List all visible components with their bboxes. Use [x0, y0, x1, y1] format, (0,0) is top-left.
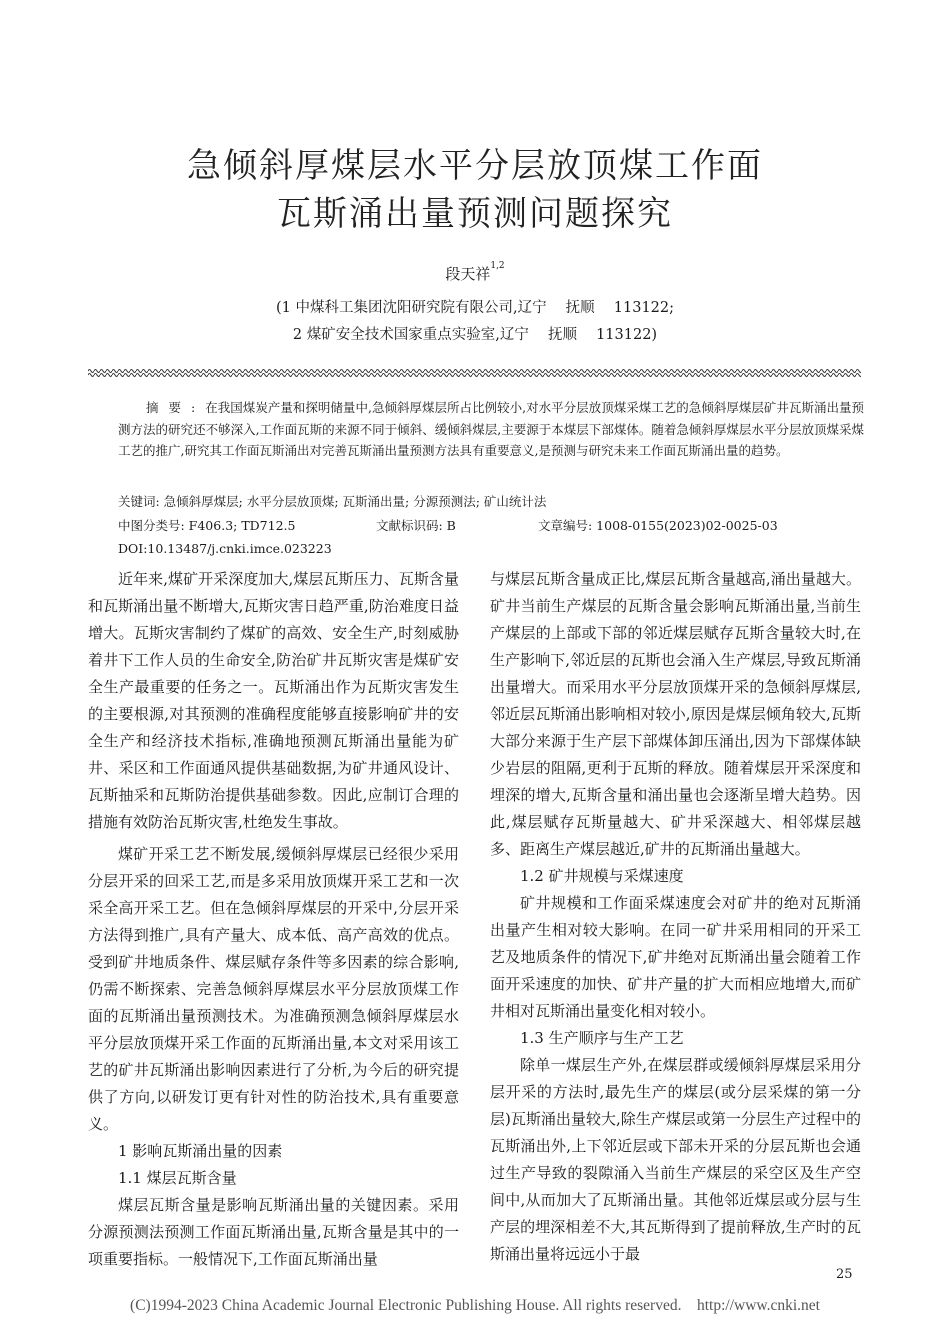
wavy-divider [88, 368, 861, 378]
page-number: 25 [836, 1267, 853, 1282]
subsection-heading-1-3: 1.3 生产顺序与生产工艺 [520, 1029, 684, 1047]
author [0, 263, 950, 284]
section-1-1-continued: 与煤层瓦斯含量成正比,煤层瓦斯含量越高,涌出量越大。矿井当前生产煤层的瓦斯含量会影响瓦斯涌出量,当前生产煤层的上部或下部的邻近煤层赋存瓦斯含量较大时,在生产影响下,邻近层的瓦斯也会涌入生产煤层,导致瓦斯涌出量增大。而采用水平分层放顶煤开采的急倾斜厚煤层,邻近层瓦斯涌出影响相对较小,原因是煤层倾角较大,瓦斯大部分来源于生产层下部煤体卸压涌出,因为下部煤体缺少岩层的阻隔,更利于瓦斯的释放。随着煤层开采深度和埋深的增大,瓦斯含量和涌出量也会逐渐呈增大趋势。因此,煤层赋存瓦斯量越大、矿井采深越大、相邻煤层越多、距离生产煤层越近,矿井的瓦斯涌出量越大。 [490, 570, 861, 858]
author-affiliation-sup: 1,2 [490, 261, 505, 271]
subsection-heading-1-2: 1.2 矿井规模与采煤速度 [520, 867, 684, 885]
subsection-heading-1-1: 1.1 煤层瓦斯含量 [118, 1169, 237, 1187]
intro-paragraph-1: 近年来,煤矿开采深度加大,煤层瓦斯压力、瓦斯含量和瓦斯涌出量不断增大,瓦斯灾害日趋严重,防治难度日益增大。瓦斯灾害制约了煤矿的高效、安全生产,时刻威胁着井下工作人员的生命安全,防治矿井瓦斯灾害是煤矿安全生产最重要的任务之一。瓦斯涌出作为瓦斯灾害发生的主要根源,对其预测的准确程度能够直接影响矿井的安全生产和经济技术指标,准确地预测瓦斯涌出量能为矿井、采区和工作面通风提供基础数据,为矿井通风设计、瓦斯抽采和瓦斯防治提供基础参数。因此,应制订合理的措施有效防治瓦斯灾害,杜绝发生事故。 [88, 570, 459, 831]
abstract-label: 摘要: [146, 400, 206, 415]
affiliation-line-2: 2 煤矿安全技术国家重点实验室,辽宁 抚顺 113122) [292, 327, 658, 343]
abstract [118, 397, 864, 462]
section-1-2-paragraph: 矿井规模和工作面采煤速度会对矿井的绝对瓦斯涌出量产生相对较大影响。在同一矿井采用相同的开采工艺及地质条件的情况下,矿井绝对瓦斯涌出量会随着工作面开采速度的加快、矿井产量的扩大而相应地增大,而矿井相对瓦斯涌出量变化相对较小。 [490, 894, 861, 1020]
section-1-1-paragraph: 煤层瓦斯含量是影响瓦斯涌出量的关键因素。采用分源预测法预测工作面瓦斯涌出量,瓦斯含量是其中的一项重要指标。一般情况下,工作面瓦斯涌出量 [88, 1196, 459, 1268]
affiliation-line-1: (1 中煤科工集团沈阳研究院有限公司,辽宁 抚顺 113122; [275, 300, 675, 316]
title-line-2: 瓦斯涌出量预测问题探究 [277, 194, 673, 234]
left-column [88, 566, 459, 1273]
document-code: 文献标识码: B [376, 518, 456, 533]
section-1-3-paragraph: 除单一煤层生产外,在煤层群或缓倾斜厚煤层采用分层开采的方法时,最先生产的煤层(或分层采煤的第一分层)瓦斯涌出量较大,除生产煤层或第一分层生产过程中的瓦斯涌出外,上下邻近层或下部未开采的分层瓦斯也会通过生产导致的裂隙涌入当前生产煤层的采空区及生产空间中,从而加大了瓦斯涌出量。其他邻近煤层或分层与生产层的埋深相差不大,其瓦斯得到了提前释放,生产时的瓦斯涌出量将远远小于最 [490, 1056, 861, 1263]
doi: DOI:10.13487/j.cnki.imce.023223 [118, 541, 332, 556]
keywords: 关键词: 急倾斜厚煤层; 水平分层放顶煤; 瓦斯涌出量; 分源预测法; 矿山统计法 [118, 494, 547, 509]
title-line-1: 急倾斜厚煤层水平分层放顶煤工作面 [187, 146, 763, 186]
clc-number: 中图分类号: F406.3; TD712.5 [118, 518, 296, 533]
intro-paragraph-2: 煤矿开采工艺不断发展,缓倾斜厚煤层已经很少采用分层开采的回采工艺,而是多采用放顶煤开采工艺和一次采全高开采工艺。但在急倾斜厚煤层的开采中,分层开采方法得到推广,具有产量大、成本低、高产高效的优点。受到矿井地质条件、煤层赋存条件等多因素的综合影响,仍需不断探索、完善急倾斜厚煤层水平分层放顶煤工作面的瓦斯涌出量预测技术。为准确预测急倾斜厚煤层水平分层放顶煤开采工作面的瓦斯涌出量,本文对采用该工艺的矿井瓦斯涌出影响因素进行了分析,为今后的研究提供了方向,以研发订更有针对性的防治技术,具有重要意义。 [88, 845, 459, 1133]
section-heading-1: 1 影响瓦斯涌出量的因素 [118, 1142, 283, 1160]
right-column [490, 566, 861, 1268]
article-number: 文章编号: 1008-0155(2023)02-0025-03 [538, 518, 778, 533]
author-name: 段天祥 [445, 265, 491, 283]
abstract-text: 在我国煤炭产量和探明储量中,急倾斜厚煤层所占比例较小,对水平分层放顶煤采煤工艺的急倾斜厚煤层矿井瓦斯涌出量预测方法的研究还不够深入,工作面瓦斯的来源不同于倾斜、缓倾斜煤层,主要源于本煤层下部煤体。随着急倾斜厚煤层水平分层放顶煤采煤工艺的推广,研究其工作面瓦斯涌出对完善瓦斯涌出量预测方法具有重要意义,是预测与研究未来工作面瓦斯涌出量的趋势。 [118, 400, 864, 458]
copyright-footer: (C)1994-2023 China Academic Journal Electronic Publishing House. All rights reserved. http://www.cnki.net [130, 1297, 820, 1314]
